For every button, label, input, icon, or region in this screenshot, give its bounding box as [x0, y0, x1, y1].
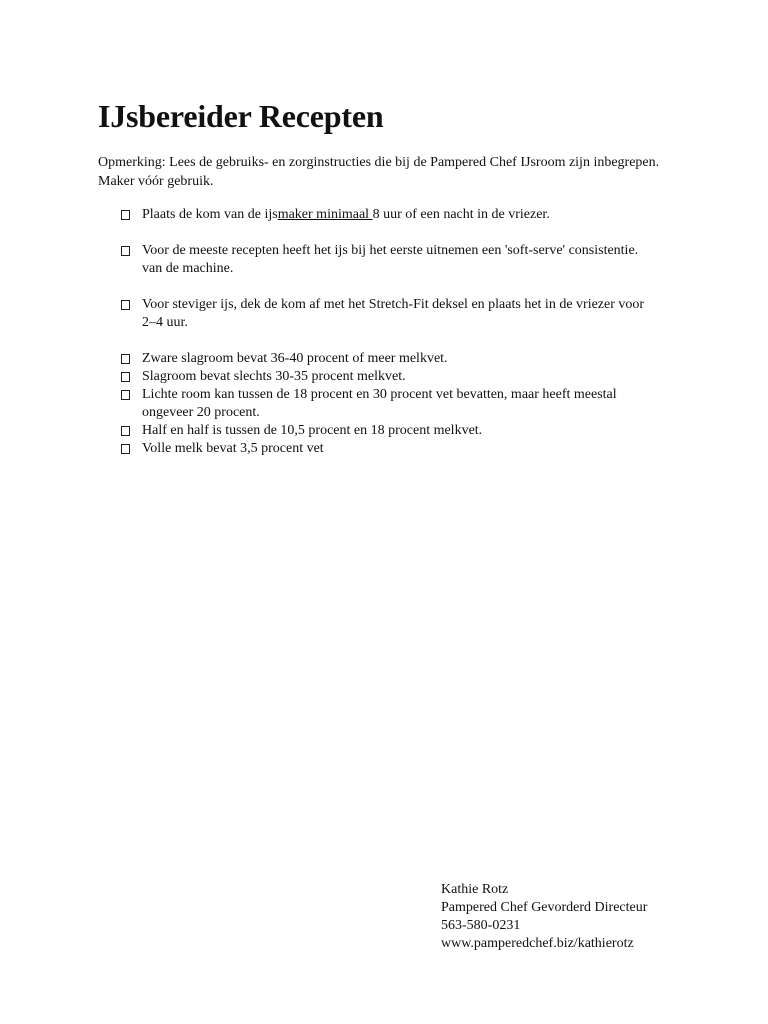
bullet-2-line-1: Voor de meeste recepten heeft het ijs bij het eerste uitnemen een 'soft-serve' consistentie. — [142, 243, 639, 258]
checkbox-square-icon — [121, 372, 130, 382]
bullet-6-line-2: ongeveer 20 procent. — [142, 405, 260, 420]
signature-role: Pampered Chef Gevorderd Directeur — [441, 900, 648, 915]
bullet-7-text: Half en half is tussen de 10,5 procent en 18 procent melkvet. — [142, 423, 483, 438]
checkbox-square-icon — [121, 300, 130, 310]
bullet-2-line-2: van de machine. — [142, 261, 234, 276]
list-item — [121, 296, 681, 332]
bullet-1-text-end: 8 uur of een nacht in de vriezer. — [372, 207, 550, 222]
checkbox-square-icon — [121, 426, 130, 436]
checkbox-square-icon — [121, 390, 130, 400]
page-title: IJsbereider Recepten — [98, 98, 384, 134]
checkbox-square-icon — [121, 444, 130, 454]
checkbox-square-icon — [121, 246, 130, 256]
list-item — [121, 206, 681, 224]
signature-name: Kathie Rotz — [441, 882, 509, 897]
list-item — [121, 350, 681, 368]
bullet-3-line-2: 2–4 uur. — [142, 315, 188, 330]
list-item — [121, 368, 681, 386]
list-item — [121, 422, 681, 440]
signature-website: www.pamperedchef.biz/kathierotz — [441, 936, 634, 951]
tips-list — [121, 206, 681, 458]
bullet-4-text: Zware slagroom bevat 36-40 procent of meer melkvet. — [142, 351, 448, 366]
bullet-8-text: Volle melk bevat 3,5 procent vet — [142, 441, 324, 456]
signature-phone: 563-580-0231 — [441, 918, 521, 933]
bullet-1-text-start: Plaats de kom van de ijs — [142, 207, 278, 222]
signature-block — [441, 881, 647, 953]
list-item — [121, 386, 681, 422]
bullet-3-line-1: Voor steviger ijs, dek de kom af met het Stretch-Fit deksel en plaats het in de vriezer voor — [142, 297, 645, 312]
list-item — [121, 242, 681, 278]
bullet-6-line-1: Lichte room kan tussen de 18 procent en 30 procent vet bevatten, maar heeft meestal — [142, 387, 617, 402]
bullet-1-text-underlined: maker minimaal — [277, 207, 373, 222]
checkbox-square-icon — [121, 354, 130, 364]
usage-note-line-2: Maker vóór gebruik. — [98, 174, 214, 189]
list-item — [121, 440, 681, 458]
bullet-5-text: Slagroom bevat slechts 30-35 procent melkvet. — [142, 369, 406, 384]
checkbox-square-icon — [121, 210, 130, 220]
usage-note-line-1: Opmerking: Lees de gebruiks- en zorginstructies die bij de Pampered Chef IJsroom zijn inbegrepen. — [98, 155, 660, 170]
usage-note — [98, 153, 678, 191]
